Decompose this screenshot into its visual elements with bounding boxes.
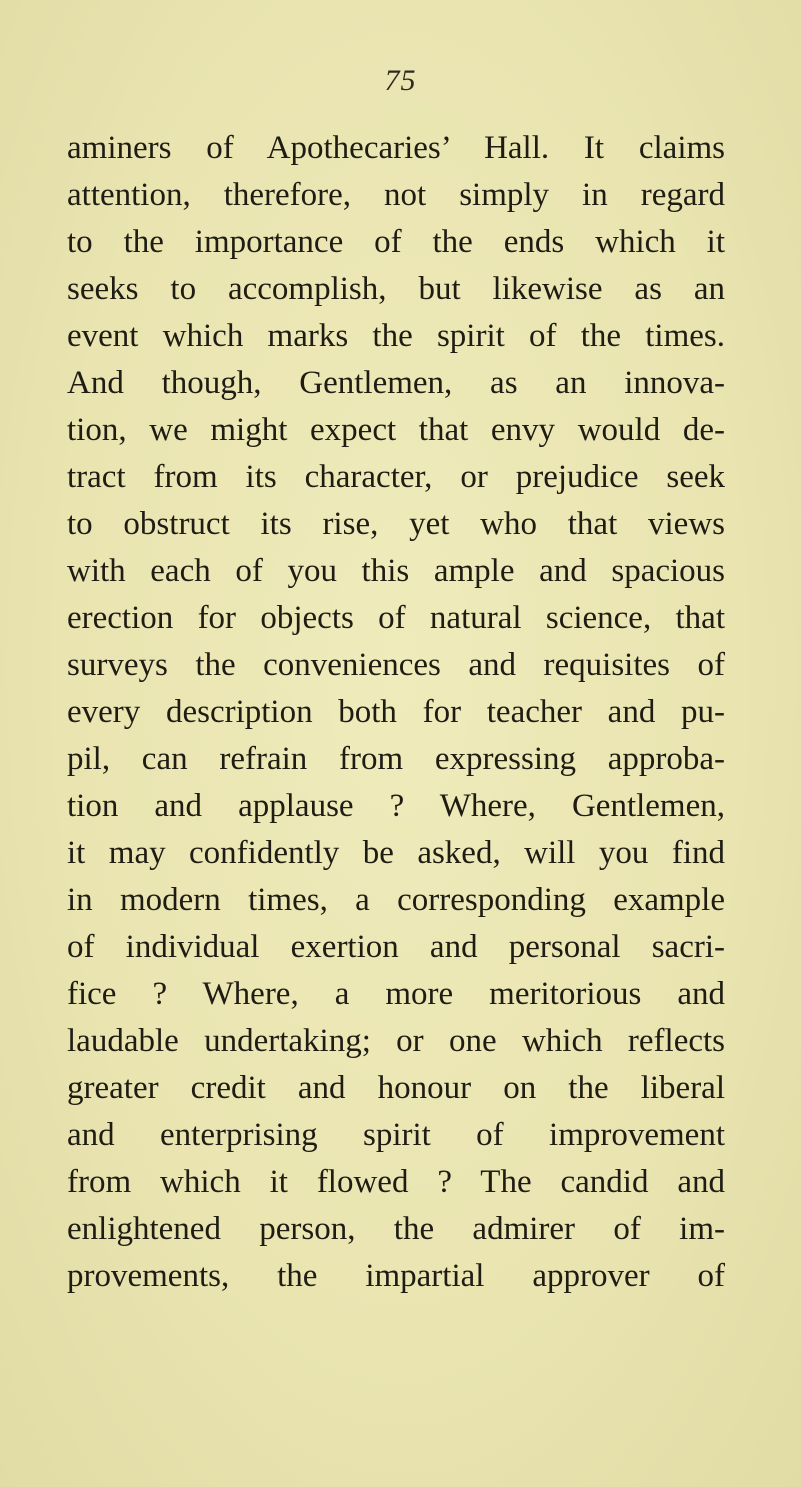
text-line: seeks to accomplish, but likewise as an: [67, 271, 725, 307]
text-line: it may confidently be asked, will you find: [67, 835, 725, 871]
text-line: in modern times, a corresponding example: [67, 882, 725, 918]
text-line: attention, therefore, not simply in regard: [67, 177, 725, 213]
text-line: tion, we might expect that envy would de-: [67, 412, 725, 448]
text-line: to obstruct its rise, yet who that views: [67, 506, 725, 542]
text-line: provements, the impartial approver of: [67, 1258, 725, 1294]
text-line: greater credit and honour on the liberal: [67, 1070, 725, 1106]
text-line: surveys the conveniences and requisites of: [67, 647, 725, 683]
text-line: event which marks the spirit of the times.: [67, 318, 725, 354]
page-number: 75: [384, 64, 417, 97]
body-text: [67, 125, 725, 1300]
text-line: erection for objects of natural science, that: [67, 600, 725, 636]
text-line: fice ? Where, a more meritorious and: [67, 976, 725, 1012]
text-line: from which it flowed ? The candid and: [67, 1164, 725, 1200]
text-line: aminers of Apothecaries’ Hall. It claims: [67, 130, 725, 166]
text-line: and enterprising spirit of improvement: [67, 1117, 725, 1153]
text-line: And though, Gentlemen, as an innova-: [67, 365, 725, 401]
text-line: laudable undertaking; or one which reflects: [67, 1023, 725, 1059]
text-line: tion and applause ? Where, Gentlemen,: [67, 788, 725, 824]
text-line: of individual exertion and personal sacri-: [67, 929, 725, 965]
text-line: to the importance of the ends which it: [67, 224, 725, 260]
text-line: with each of you this ample and spacious: [67, 553, 725, 589]
text-line: pil, can refrain from expressing approba-: [67, 741, 725, 777]
text-line: every description both for teacher and pu-: [67, 694, 725, 730]
text-line: enlightened person, the admirer of im-: [67, 1211, 725, 1247]
text-line: tract from its character, or prejudice seek: [67, 459, 725, 495]
